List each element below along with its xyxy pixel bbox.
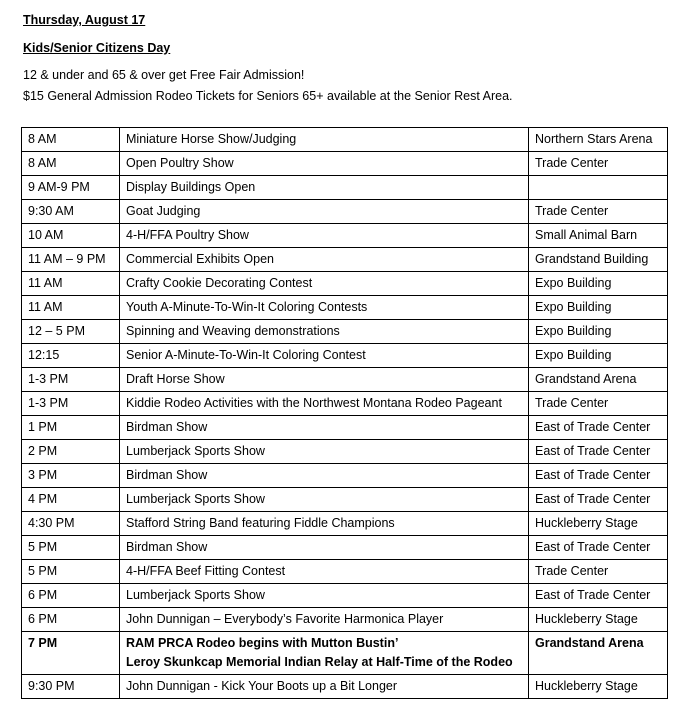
- table-row: [22, 560, 668, 584]
- location-cell: East of Trade Center: [529, 488, 668, 512]
- location-cell: Grandstand Arena: [529, 632, 668, 675]
- time-cell: 8 AM: [22, 152, 120, 176]
- event-text: Birdman Show: [126, 540, 208, 554]
- event-cell: [120, 200, 529, 224]
- time-cell: 11 AM – 9 PM: [22, 248, 120, 272]
- time-cell: 11 AM: [22, 296, 120, 320]
- event-text: Spinning and Weaving demonstrations: [126, 324, 340, 338]
- event-cell: [120, 675, 529, 699]
- time-cell: 1-3 PM: [22, 392, 120, 416]
- event-cell: [120, 248, 529, 272]
- intro-line: $15 General Admission Rodeo Tickets for Seniors 65+ available at the Senior Rest Area.: [23, 89, 513, 103]
- time-cell: 9:30 PM: [22, 675, 120, 699]
- event-cell: [120, 536, 529, 560]
- time-cell: 2 PM: [22, 440, 120, 464]
- table-row: [22, 392, 668, 416]
- event-cell: [120, 632, 529, 675]
- table-row: [22, 488, 668, 512]
- location-cell: Trade Center: [529, 392, 668, 416]
- event-cell: [120, 584, 529, 608]
- event-text: Birdman Show: [126, 468, 208, 482]
- time-cell: 6 PM: [22, 608, 120, 632]
- event-text: Lumberjack Sports Show: [126, 492, 265, 506]
- event-text: 4-H/FFA Poultry Show: [126, 228, 249, 242]
- event-text: Miniature Horse Show/Judging: [126, 132, 297, 146]
- event-cell: [120, 128, 529, 152]
- location-cell: Huckleberry Stage: [529, 608, 668, 632]
- event-cell: [120, 440, 529, 464]
- location-cell: East of Trade Center: [529, 584, 668, 608]
- location-cell: East of Trade Center: [529, 536, 668, 560]
- table-row: [22, 675, 668, 699]
- event-text: Youth A-Minute-To-Win-It Coloring Contests: [126, 300, 368, 314]
- table-row: [22, 632, 668, 675]
- table-row: [22, 512, 668, 536]
- time-cell: 4:30 PM: [22, 512, 120, 536]
- table-row: [22, 272, 668, 296]
- event-text: Lumberjack Sports Show: [126, 588, 265, 602]
- table-row: [22, 608, 668, 632]
- event-text: RAM PRCA Rodeo begins with Mutton Bustin’: [126, 636, 399, 650]
- location-cell: Trade Center: [529, 200, 668, 224]
- event-text: Senior A-Minute-To-Win-It Coloring Contest: [126, 348, 366, 362]
- table-row: [22, 344, 668, 368]
- time-cell: 5 PM: [22, 536, 120, 560]
- time-cell: 12:15: [22, 344, 120, 368]
- location-cell: Small Animal Barn: [529, 224, 668, 248]
- event-text: Birdman Show: [126, 420, 208, 434]
- time-cell: 10 AM: [22, 224, 120, 248]
- event-cell: [120, 608, 529, 632]
- table-row: [22, 128, 668, 152]
- location-cell: East of Trade Center: [529, 416, 668, 440]
- location-cell: Northern Stars Arena: [529, 128, 668, 152]
- table-row: [22, 536, 668, 560]
- schedule-table: [21, 127, 668, 699]
- time-cell: 9:30 AM: [22, 200, 120, 224]
- event-cell: [120, 320, 529, 344]
- location-cell: Huckleberry Stage: [529, 512, 668, 536]
- event-text: Lumberjack Sports Show: [126, 444, 265, 458]
- table-row: [22, 176, 668, 200]
- event-text: Kiddie Rodeo Activities with the Northwest Montana Rodeo Pageant: [126, 396, 502, 410]
- event-cell: [120, 392, 529, 416]
- event-cell: [120, 152, 529, 176]
- event-text: Open Poultry Show: [126, 156, 234, 170]
- time-cell: 7 PM: [22, 632, 120, 675]
- date-heading: Thursday, August 17: [23, 13, 146, 27]
- time-cell: 8 AM: [22, 128, 120, 152]
- table-row: [22, 464, 668, 488]
- location-cell: [529, 176, 668, 200]
- table-row: [22, 584, 668, 608]
- time-cell: 5 PM: [22, 560, 120, 584]
- location-cell: East of Trade Center: [529, 464, 668, 488]
- event-text: Crafty Cookie Decorating Contest: [126, 276, 313, 290]
- location-cell: Expo Building: [529, 296, 668, 320]
- location-cell: Trade Center: [529, 560, 668, 584]
- time-cell: 4 PM: [22, 488, 120, 512]
- table-row: [22, 224, 668, 248]
- location-cell: Huckleberry Stage: [529, 675, 668, 699]
- table-row: [22, 440, 668, 464]
- event-text: Display Buildings Open: [126, 180, 256, 194]
- time-cell: 11 AM: [22, 272, 120, 296]
- location-cell: Grandstand Building: [529, 248, 668, 272]
- event-cell: [120, 176, 529, 200]
- time-cell: 9 AM-9 PM: [22, 176, 120, 200]
- event-cell: [120, 464, 529, 488]
- location-cell: Expo Building: [529, 344, 668, 368]
- table-row: [22, 200, 668, 224]
- event-text: Draft Horse Show: [126, 372, 225, 386]
- event-cell: [120, 272, 529, 296]
- event-cell: [120, 512, 529, 536]
- event-text: Commercial Exhibits Open: [126, 252, 274, 266]
- table-row: [22, 368, 668, 392]
- table-row: [22, 416, 668, 440]
- time-cell: 1 PM: [22, 416, 120, 440]
- event-cell: [120, 416, 529, 440]
- table-row: [22, 248, 668, 272]
- event-text: John Dunnigan - Kick Your Boots up a Bit Longer: [126, 679, 398, 693]
- event-text: 4-H/FFA Beef Fitting Contest: [126, 564, 286, 578]
- time-cell: 1-3 PM: [22, 368, 120, 392]
- event-text: Goat Judging: [126, 204, 201, 218]
- time-cell: 3 PM: [22, 464, 120, 488]
- schedule-body: [22, 128, 668, 699]
- table-row: [22, 296, 668, 320]
- table-row: [22, 320, 668, 344]
- location-cell: East of Trade Center: [529, 440, 668, 464]
- event-cell: [120, 296, 529, 320]
- table-row: [22, 152, 668, 176]
- intro-line: 12 & under and 65 & over get Free Fair Admission!: [23, 68, 305, 82]
- event-text: John Dunnigan – Everybody’s Favorite Harmonica Player: [126, 612, 444, 626]
- event-cell: [120, 344, 529, 368]
- event-cell: [120, 560, 529, 584]
- event-cell: [120, 368, 529, 392]
- location-cell: Trade Center: [529, 152, 668, 176]
- location-cell: Expo Building: [529, 272, 668, 296]
- event-text: Leroy Skunkcap Memorial Indian Relay at Half-Time of the Rodeo: [126, 655, 513, 669]
- event-cell: [120, 488, 529, 512]
- day-theme-heading: Kids/Senior Citizens Day: [23, 41, 171, 55]
- event-cell: [120, 224, 529, 248]
- location-cell: Expo Building: [529, 320, 668, 344]
- location-cell: Grandstand Arena: [529, 368, 668, 392]
- time-cell: 12 – 5 PM: [22, 320, 120, 344]
- time-cell: 6 PM: [22, 584, 120, 608]
- event-text: Stafford String Band featuring Fiddle Champions: [126, 516, 395, 530]
